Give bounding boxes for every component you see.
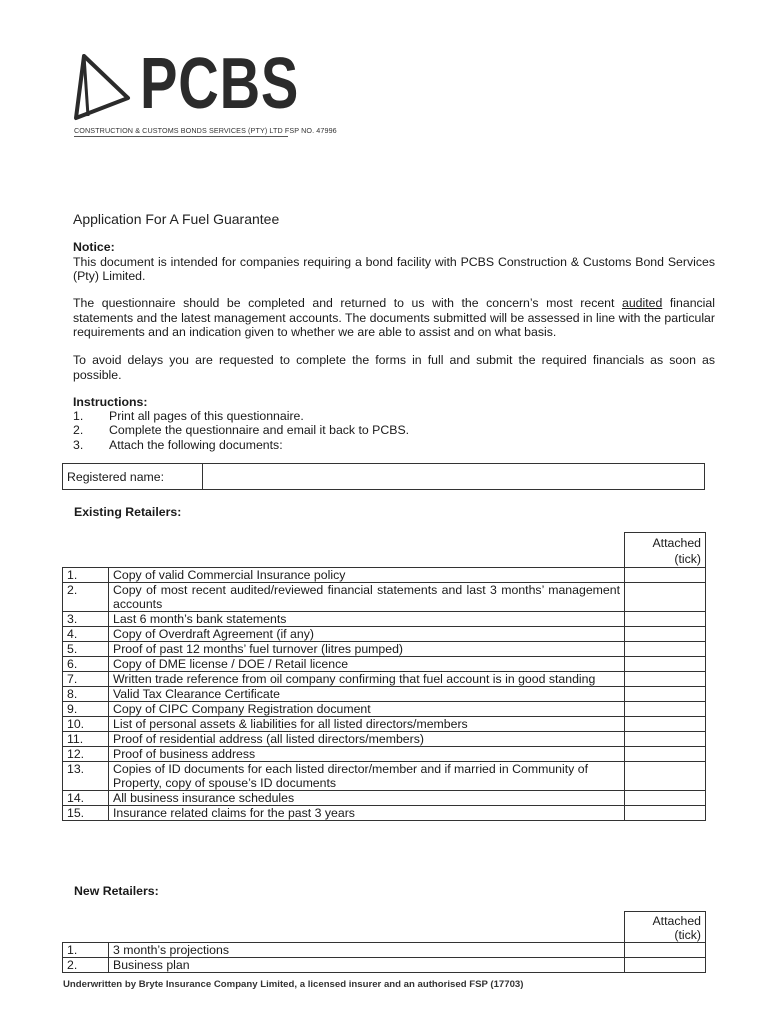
row-description: All business insurance schedules: [109, 791, 625, 806]
logo-subtitle: CONSTRUCTION & CUSTOMS BONDS SERVICES (PTY) LTD FSP NO. 47996: [74, 126, 337, 135]
row-description: List of personal assets & liabilities for all listed directors/members: [109, 717, 625, 732]
notice-p2-start: The questionnaire should be completed and returned to us with the concern’s most recent: [73, 296, 622, 310]
table-row: [63, 747, 706, 762]
table-row: [63, 672, 706, 687]
tick-box[interactable]: [625, 762, 706, 791]
row-number: 10.: [63, 717, 109, 732]
table-row: [63, 958, 706, 973]
instruction-item: [73, 423, 409, 437]
tick-box[interactable]: [625, 732, 706, 747]
new-retailers-table: [62, 911, 706, 973]
table-row: [63, 687, 706, 702]
tick-box[interactable]: [625, 791, 706, 806]
page-footer: Underwritten by Bryte Insurance Company Limited, a licensed insurer and an authorised FSP (17703): [63, 979, 524, 990]
row-number: 6.: [63, 657, 109, 672]
row-number: 12.: [63, 747, 109, 762]
notice-p2-underlined: audited: [621, 296, 663, 310]
row-number: 13.: [63, 762, 109, 791]
table-row: [63, 612, 706, 627]
row-description: Copy of Overdraft Agreement (if any): [109, 627, 625, 642]
registered-name-table: [62, 463, 705, 490]
table-row: [63, 657, 706, 672]
table-row: [63, 943, 706, 958]
row-description: Copies of ID documents for each listed director/member and if married in Community of Property, copy of spouse’s ID documents: [109, 762, 625, 791]
row-description: Last 6 month’s bank statements: [109, 612, 625, 627]
attached-label: Attached: [652, 914, 701, 928]
pcbs-logo-icon: [72, 54, 132, 122]
notice-heading: Notice:: [73, 240, 115, 254]
row-number: 4.: [63, 627, 109, 642]
attached-header: [625, 912, 706, 943]
new-retailers-heading: New Retailers:: [74, 884, 159, 898]
row-number: 5.: [63, 642, 109, 657]
instruction-text: Complete the questionnaire and email it back to PCBS.: [109, 423, 410, 438]
instruction-text: Attach the following documents:: [109, 437, 283, 452]
tick-label: (tick): [674, 928, 701, 942]
row-description: Written trade reference from oil company confirming that fuel account is in good standing: [109, 672, 625, 687]
table-row: [63, 791, 706, 806]
registered-name-field[interactable]: [203, 464, 705, 490]
tick-box[interactable]: [625, 612, 706, 627]
existing-retailers-table: [62, 532, 706, 821]
row-description: Copy of DME license / DOE / Retail licence: [109, 657, 625, 672]
instruction-number: 3.: [73, 437, 84, 452]
table-row: [63, 762, 706, 791]
row-number: 1.: [63, 568, 109, 583]
row-number: 9.: [63, 702, 109, 717]
tick-box[interactable]: [625, 687, 706, 702]
notice-paragraph-2: [73, 296, 715, 340]
row-number: 2.: [63, 958, 109, 973]
tick-box[interactable]: [625, 806, 706, 821]
table-row: [63, 627, 706, 642]
tick-box[interactable]: [625, 672, 706, 687]
row-description: Proof of business address: [109, 747, 625, 762]
header-spacer: [63, 533, 625, 568]
notice-paragraph-3: To avoid delays you are requested to complete the forms in full and submit the required financials as soon as possible.: [73, 353, 715, 382]
row-number: 7.: [63, 672, 109, 687]
row-number: 14.: [63, 791, 109, 806]
row-description: Insurance related claims for the past 3 years: [109, 806, 625, 821]
row-number: 11.: [63, 732, 109, 747]
tick-box[interactable]: [625, 568, 706, 583]
table-row: [63, 702, 706, 717]
tick-label: (tick): [674, 552, 701, 566]
row-number: 2.: [63, 583, 109, 612]
table-row: [63, 732, 706, 747]
notice-paragraph-1: This document is intended for companies requiring a bond facility with PCBS Construction & Customs Bond Services (Pty) Limited.: [73, 254, 715, 283]
row-description: Proof of past 12 months’ fuel turnover (litres pumped): [109, 642, 625, 657]
table-header-row: [63, 912, 706, 943]
notice-p2-end: financial statements and the latest management accounts. The documents submitted will be assessed in line with the particular requirements and an indication given to whether we are able to assist and on what basis.: [73, 296, 715, 339]
instructions-section: [73, 395, 409, 452]
page-title: Application For A Fuel Guarantee: [73, 211, 280, 227]
instruction-item: [73, 438, 409, 452]
row-number: 3.: [63, 612, 109, 627]
table-row: [63, 717, 706, 732]
table-row: [63, 583, 706, 612]
instructions-heading: Instructions:: [73, 395, 148, 409]
existing-retailers-heading: Existing Retailers:: [74, 505, 182, 519]
notice-section: [73, 240, 715, 284]
instruction-text: Print all pages of this questionnaire.: [109, 409, 304, 424]
row-description: 3 month’s projections: [109, 943, 625, 958]
instruction-number: 2.: [73, 423, 84, 438]
row-number: 15.: [63, 806, 109, 821]
row-number: 8.: [63, 687, 109, 702]
tick-box[interactable]: [625, 717, 706, 732]
tick-box[interactable]: [625, 642, 706, 657]
logo-wordmark: PCBS: [140, 44, 300, 124]
attached-header: [625, 533, 706, 568]
attached-label: Attached: [652, 536, 701, 550]
table-header-row: [63, 533, 706, 568]
tick-box[interactable]: [625, 958, 706, 973]
row-number: 1.: [63, 943, 109, 958]
table-row: [63, 806, 706, 821]
row-description: Copy of valid Commercial Insurance policy: [109, 568, 625, 583]
row-description: Copy of most recent audited/reviewed financial statements and last 3 months’ management accounts: [109, 583, 625, 612]
row-description: Proof of residential address (all listed directors/members): [109, 732, 625, 747]
tick-box[interactable]: [625, 747, 706, 762]
instruction-item: [73, 409, 409, 423]
tick-box[interactable]: [625, 943, 706, 958]
header-spacer: [63, 912, 625, 943]
table-row: [63, 568, 706, 583]
logo-divider: [74, 136, 288, 137]
tick-box[interactable]: [625, 657, 706, 672]
tick-box[interactable]: [625, 702, 706, 717]
table-row: [63, 642, 706, 657]
tick-box[interactable]: [625, 627, 706, 642]
row-description: Valid Tax Clearance Certificate: [109, 687, 625, 702]
row-description: Copy of CIPC Company Registration document: [109, 702, 625, 717]
tick-box[interactable]: [625, 583, 706, 612]
registered-name-label: Registered name:: [63, 464, 203, 490]
row-description: Business plan: [109, 958, 625, 973]
instruction-number: 1.: [73, 409, 84, 424]
